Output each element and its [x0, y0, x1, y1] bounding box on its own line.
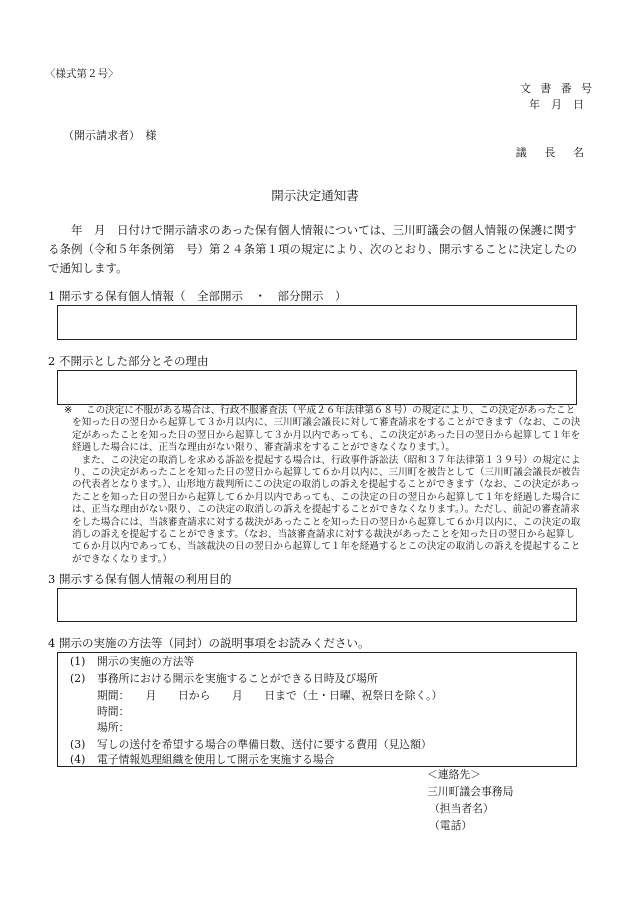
section1-box	[57, 305, 577, 340]
contact-office: 三川町議会事務局	[427, 785, 514, 798]
section3-box	[57, 588, 577, 622]
item-4-text: 電子情報処理組織を使用して開示を実施する場合	[97, 753, 335, 766]
contact-person: （担当者名）	[429, 802, 494, 815]
item-2-number: (2)	[70, 672, 86, 685]
date-label: 年 月 日	[529, 98, 584, 111]
section3-title: 3 開示する保有個人情報の利用目的	[48, 572, 232, 586]
body-paragraph	[48, 221, 588, 278]
recipient-label: （開示請求者） 様	[63, 129, 157, 142]
time-line: 時間：	[97, 705, 130, 718]
body-text: 年 月 日付けで開示請求のあった保有個人情報については、三川町議会の個人情報の保護に関する条例（令和５年条例第 号）第２４条第１項の規定により、次のとおり、開示することに決定したので通知します。	[48, 223, 577, 275]
section4-title: 4 開示の実施の方法等（同封）の説明事項をお読みください。	[48, 636, 370, 650]
section2-title: 2 不開示とした部分とその理由	[48, 354, 209, 368]
period-line: 期間： 月 日から 月 日まで（土・日曜、祝祭日を除く。）	[97, 689, 443, 702]
item-4-number: (4)	[70, 753, 86, 766]
contact-heading: ＜連絡先＞	[427, 768, 481, 781]
document-number-label: 文書番号	[519, 82, 602, 95]
item-3-number: (3)	[70, 738, 86, 751]
item-2-text: 事務所における開示を実施することができる日時及び場所	[97, 672, 378, 685]
notice-block	[72, 405, 582, 566]
item-3-text: 写しの送付を希望する場合の準備日数、送付に要する費用（見込額）	[97, 738, 432, 751]
notice-paragraph-2: また、この決定の取消しを求める訴訟を提起する場合は、行政事件訴訟法（昭和３７年法律第１３９号）の規定により、この決定があったことを知った日の翌日から起算して６か月以内に、三川町を被告として（三川町議会議長が被告の代表者となります。）、山形地方裁判所にこの決定の取消しの訴えを提起することができます（なお、この決定があったことを知った日の翌日から起算して６か月以内であっても、この決定の日の翌日から起算して１年を経過した場合には、正当な理由がない限り、この決定の取消しの訴えを提起することができなくなります。）。ただし、前記の審査請求をした場合には、当該審査請求に対する裁決があったことを知った日の翌日から起算して６か月以内に、この決定の取消しの訴えを提起することができます。（なお、当該審査請求に対する裁決があったことを知った日の翌日から起算して６か月以内であっても、当該裁決の日の翌日から起算して１年を経過するとこの決定の取消しの訴えを提起することができなくなります。）	[72, 454, 581, 565]
page-title: 開示決定通知書	[271, 188, 359, 203]
item-1-number: (1)	[70, 655, 86, 668]
section2-box	[57, 370, 577, 405]
notice-paragraph-1: この決定に不服がある場合は、行政不服審査法（平成２６年法律第６８号）の規定により、この決定があったことを知った日の翌日から起算して３か月以内に、三川町議会議長に対して審査請求をすることができます（なお、この決定があったことを知った日の翌日から起算して３か月以内であっても、この決定があった日の翌日から起算して１年を経過した場合には、正当な理由がない限り、審査請求をすることができなくなります。）。	[72, 405, 581, 454]
place-line: 場所：	[97, 721, 130, 734]
contact-phone: （電話）	[429, 819, 473, 832]
item-1-text: 開示の実施の方法等	[97, 655, 195, 668]
section1-title: 1 開示する保有個人情報（ 全部開示 ・ 部分開示 ）	[48, 289, 347, 303]
form-label: 〈様式第２号〉	[45, 68, 119, 80]
notice-mark: ※	[64, 405, 73, 416]
sender-label: 議長名	[515, 146, 602, 159]
